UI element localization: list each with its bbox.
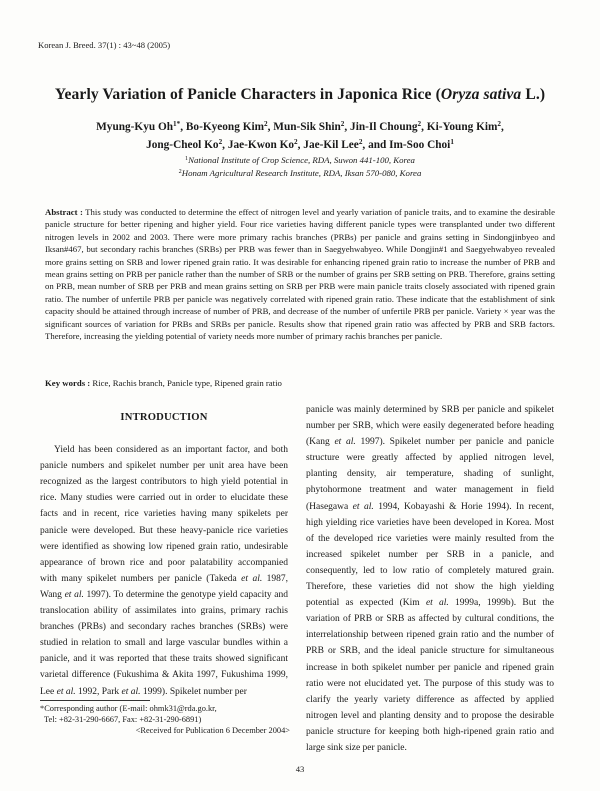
corresponding-mark: * [176, 120, 181, 128]
keywords-text: Rice, Rachis branch, Panicle type, Ripened grain ratio [92, 378, 282, 388]
author-affil-sup: 2 [218, 138, 223, 146]
author-separator: , [297, 139, 304, 151]
author-affil-sup: 1 [450, 138, 454, 146]
author-list [60, 118, 540, 154]
left-column [40, 400, 288, 700]
footnote-line-2: Tel: +82-31-290-6667, Fax: +82-31-290-6891) [44, 715, 202, 725]
title-main: Yearly Variation of Panicle Characters in Japonica Rice [54, 86, 432, 103]
author-name: Jae-Kwon Ko [227, 139, 295, 151]
affiliation-sup: 2 [178, 167, 182, 175]
author-affil-sup: 2 [294, 138, 298, 146]
footnote-line-1: *Corresponding author (E-mail: ohmk31@rda.go.kr, [40, 704, 217, 713]
author-affil-sup: 2 [340, 120, 345, 128]
journal-citation: Korean J. Breed. 37(1) : 43~48 (2005) [38, 40, 171, 50]
abstract-text: This study was conducted to determine the effect of nitrogen level and yearly variation of panicle traits, and to examine the desirable panicle structure for better ripening and higher yield. Four rice varieties having different panicle types were transplanted under two different nitrogen levels in 2002 and 2003. There were more primary rachis branches (PRBs) per panicle and grains setting in Sindongjinbyeo and Iksan#467, but secondary rachis branches (SRBs) per PRB was fewer than in Saegyehwabyeo. While Dongjin#1 and Saegyehwabyeo revealed more grains setting on SRB and lower ripened grain ratio. It was desirable for enhancing ripened grain ratio to increase the number of PRB and mean grains setting on PRB per panicle rather than the number of SRB or the number of grains per SRB setting on PRB. Therefore, grains setting on PRB, mean number of SRB per PRB and mean grains setting on SRB per PRB were main panicle traits closely associated with ripened grain ratio. The number of unfertile PRB per panicle was negatively correlated with ripened grain ratio. These indicate that the establishment of sink capacity should be attained through increase of number of PRB, and decrease of the number of unfertile PRB per panicle. Variety × year was the significant sources of variation for PRBs and SRBs per panicle. Results show that ripened grain ratio was affected by PRB and SRB factors. Therefore, increasing the yielding potential of variety needs more number of primary rachis branches per panicle. [45, 207, 555, 342]
affiliation-sup: 1 [185, 155, 189, 162]
author-separator: , [222, 139, 228, 151]
abstract [45, 206, 555, 342]
intro-paragraph-left: Yield has been considered as an important factor, and both panicle numbers and spikelet number per unit area have been recognized as the largest contributors to high yield potential in rice. Many studies were carried out in order to elucidate these facts and in recent, rice varieties having many spikelets per panicle were developed. But these heavy-panicle rice varieties were identified as showing low ripened grain ratio, undesirable appearance of brown rice and poor palatability accompanied with many spikelet numbers per panicle (Takeda et al. 1987, Wang et al. 1997). To determine the genotype yield capacity and translocation ability of assimilates into grains, primary rachis branches (PRBs) and secondary raches branches (SRBs) were studied in relation to small and large vascular bundles within a panicle, and it was reported that these traits showed significant varietal difference (Fukushima & Akita 1997, Fukushima 1999, Lee et al. 1992, Park et al. 1999). Spikelet number per [40, 445, 289, 697]
page-number: 43 [295, 764, 305, 774]
author-separator: , [421, 121, 427, 133]
author-separator: , [344, 121, 351, 133]
author-affil-sup: 2 [497, 120, 502, 128]
author-name: Ki-Young Kim [426, 121, 498, 133]
affiliation-text: Honam Agricultural Research Institute, RDA, Iksan 570-080, Korea [181, 167, 422, 178]
author-affil-sup: 2 [417, 120, 422, 128]
right-column [306, 402, 554, 756]
author-name: Jin-Il Choung [350, 121, 418, 133]
received-date: <Received for Publication 6 December 2004> [135, 726, 290, 735]
author-affil-sup: 1* [173, 120, 181, 128]
author-separator: , [180, 121, 186, 133]
author-affil-sup: 2 [358, 138, 363, 146]
keywords-label: Key words : [45, 378, 91, 388]
author-name: Mun-Sik Shin [273, 121, 341, 133]
affiliation-2 [60, 167, 540, 180]
title-latin-close: L.) [525, 86, 546, 103]
section-heading-introduction: INTRODUCTION [120, 412, 208, 423]
affiliation-1 [60, 154, 540, 167]
author-separator: , [267, 121, 274, 133]
paper-title [30, 86, 570, 104]
author-separator: , and [362, 139, 390, 151]
author-name: Jae-Kil Lee [303, 139, 359, 151]
keywords [45, 378, 555, 388]
title-latin-open: ( [435, 86, 441, 103]
abstract-label: Abstract : [45, 207, 83, 217]
author-name: Myung-Kyu Oh [96, 121, 174, 133]
footnote-divider [40, 700, 150, 701]
author-name: Jong-Cheol Ko [146, 139, 219, 151]
title-species: Oryza sativa [440, 86, 522, 103]
affiliations [60, 154, 540, 179]
author-name: Bo-Kyeong Kim [185, 121, 265, 133]
intro-paragraph-right: panicle was mainly determined by SRB per panicle and spikelet number per SRB, which were easily degenerated before heading (Kang et al. 1997). Spikelet number per panicle and panicle structure were greatly affected by applied nitrogen level, planting density, air temperature, shading of sunlight, phytohormone treatment and water management in field (Hasegawa et al. 1994, Kobayashi & Horie 1994). In recent, high yielding rice varieties have been developed in Korea. Most of the developed rice varieties were mainly resulted from the increased spikelet number per SRB in a panicle, and consequently, led to low ratio of completely matured grain. Therefore, these varieties did not show the high yielding potential as expected (Kim et al. 1999a, 1999b). But the variation of PRB or SRB as affected by cultural conditions, the interrelationship between ripened grain ratio and the number of PRB or SRB, and the ideal panicle structure for simultaneous increase in both spikelet number per panicle and ripened grain ratio were not elucidated yet. The purpose of this study was to clarify the yearly variety difference as affected by applied nitrogen level and planting density and to propose the desirable panicle structure for keeping both high-ripened grain ratio and large sink size per panicle. [306, 405, 554, 753]
author-name: Im-Soo Choi [389, 139, 451, 151]
corresponding-author-footnote [40, 703, 290, 725]
author-separator: , [501, 121, 504, 133]
author-affil-sup: 2 [264, 120, 268, 128]
affiliation-text: National Institute of Crop Science, RDA, Suwon 441-100, Korea [188, 155, 415, 165]
